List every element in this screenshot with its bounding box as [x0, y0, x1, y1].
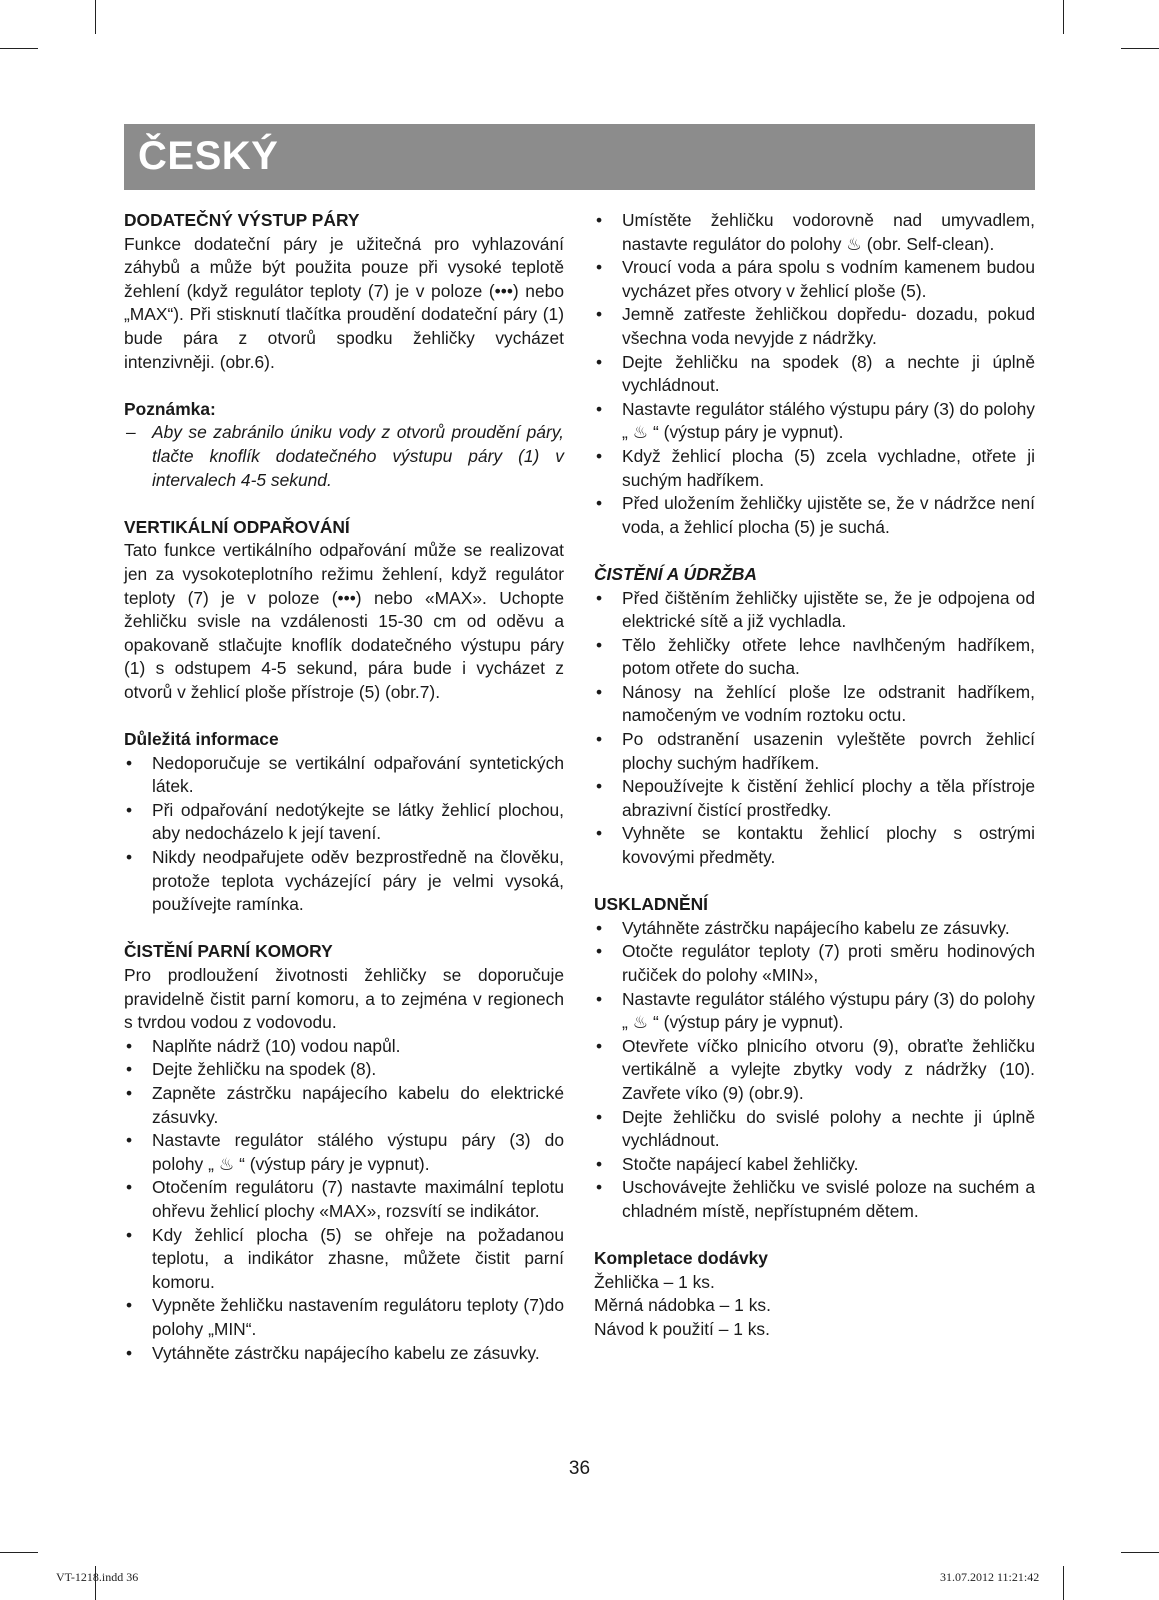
list-item: • Jemně zatřeste žehličkou dopředu- dozadu, pokud všechna voda nevyjde z nádržky. [594, 303, 1035, 350]
crop-mark [0, 1552, 38, 1553]
list-item: • Dejte žehličku na spodek (8) a nechte ji úplně vychládnout. [594, 351, 1035, 398]
list-item: • Tělo žehličky otřete lehce navlhčeným hadříkem, potom otřete do sucha. [594, 634, 1035, 681]
right-column [594, 209, 1035, 1342]
section-body-steam-chamber: Pro prodloužení životnosti žehličky se doporučuje pravidelně čistit parní komoru, a to zejména v regionech s tvrdou vodou z vodovodu. [124, 965, 564, 1033]
list-item: • Vytáhněte zástrčku napájecího kabelu ze zásuvky. [594, 917, 1035, 941]
section-body-extra-steam: Funkce dodateční páry je užitečná pro vyhlazování záhybů a může být použita pouze při vysoké teplotě žehlení (když regulátor teploty (7) je v poloze (•••) nebo „MAX“). Při stisknutí tlačítka proudění dodateční páry (1) bude pára z otvorů spodku žehličky vycházet intenzivněji. (obr.6). [124, 233, 564, 372]
list-item: • Vytáhněte zástrčku napájecího kabelu ze zásuvky. [124, 1342, 564, 1366]
section-title-package-contents: Kompletace dodávky [594, 1248, 768, 1269]
package-line: Návod k použití – 1 ks. [594, 1318, 770, 1339]
crop-mark [1121, 48, 1159, 49]
section-title-storage: USKLADNĚNÍ [594, 894, 709, 915]
list-item: • Uschovávejte žehličku ve svislé poloze na suchém a chladném místě, nepřístupném dětem. [594, 1176, 1035, 1223]
list-item: • Otevřete víčko plnicího otvoru (9), obraťte žehličku vertikálně a vylejte zbytky vody z nádržky (10). Zavřete víko (9) (obr.9). [594, 1035, 1035, 1106]
list-item: • Nastavte regulátor stálého výstupu páry (3) do polohy „ ♨ “ (výstup páry je vypnut). [124, 1129, 564, 1176]
note-title: Poznámka: [124, 398, 216, 419]
list-item: • Nikdy neodpařujete oděv bezprostředně na člověku, protože teplota vycházející páry je velmi vysoká, používejte ramínka. [124, 846, 564, 917]
section-body-vertical-steam: Tato funkce vertikálního odpařování může se realizovat jen za vysokoteplotního režimu žehlení, když regulátor teploty (7) je v poloze (•••) nebo «MAX». Uchopte žehličku svisle na vzdálenosti 15-30 cm od oděvu a opakovaně stlačujte knoflík dodatečného výstupu páry (1) s odstupem 4-5 sekund, pára bude i vycházet z otvorů v žehlicí ploše přístroje (5) (obr.7). [124, 540, 564, 702]
section-title-vertical-steam: VERTIKÁLNÍ ODPAŘOVÁNÍ [124, 516, 350, 537]
note-list [124, 421, 564, 492]
list-item: • Kdy žehlicí plocha (5) se ohřeje na požadanou teplotu, a indikátor zhasne, můžete čistit parní komoru. [124, 1224, 564, 1295]
section-title-cleaning: ČISTĚNÍ A ÚDRŽBA [594, 563, 757, 584]
list-item: • Naplňte nádrž (10) vodou napůl. [124, 1035, 564, 1059]
list-item: • Otočením regulátoru (7) nastavte maximální teplotu ohřevu žehlicí plochy «MAX», rozsvítí se indikátor. [124, 1176, 564, 1223]
steam-chamber-steps [124, 1035, 564, 1365]
page-title: ČESKÝ [138, 134, 279, 178]
section-title-important-info: Důležitá informace [124, 729, 279, 750]
list-item: • Otočte regulátor teploty (7) proti směru hodinových ručiček do polohy «MIN», [594, 940, 1035, 987]
list-item: • Dejte žehličku do svislé polohy a nechte ji úplně vychládnout. [594, 1106, 1035, 1153]
crop-mark [0, 48, 38, 49]
list-item: • Vroucí voda a pára spolu s vodním kamenem budou vycházet přes otvory v žehlicí ploše (5). [594, 256, 1035, 303]
list-item: • Při odpařování nedotýkejte se látky žehlicí plochou, aby nedocházelo k její tavení. [124, 799, 564, 846]
important-info-list [124, 752, 564, 917]
list-item: • Vypněte žehličku nastavením regulátoru teploty (7)do polohy „MIN“. [124, 1294, 564, 1341]
left-column [124, 209, 564, 1365]
list-item: • Před uložením žehličky ujistěte se, že v nádržce není voda, a žehlicí plocha (5) je suchá. [594, 492, 1035, 539]
storage-list [594, 917, 1035, 1224]
list-item: • Nastavte regulátor stálého výstupu páry (3) do polohy „ ♨ “ (výstup páry je vypnut). [594, 398, 1035, 445]
footer-file: VT-1218.indd 36 [56, 1570, 139, 1584]
list-item: • Před čištěním žehličky ujistěte se, že je odpojena od elektrické sítě a již vychladla. [594, 587, 1035, 634]
footer-datetime: 31.07.2012 11:21:42 [940, 1570, 1040, 1584]
package-line: Měrná nádobka – 1 ks. [594, 1295, 771, 1316]
package-line: Žehlička – 1 ks. [594, 1271, 715, 1292]
list-item: • Když žehlicí plocha (5) zcela vychladne, otřete ji suchým hadříkem. [594, 445, 1035, 492]
list-item: • Nepoužívejte k čistění žehlicí plochy a těla přístroje abrazivní čistící prostředky. [594, 775, 1035, 822]
crop-mark [1121, 1552, 1159, 1553]
crop-mark [1063, 0, 1064, 34]
cleaning-list [594, 587, 1035, 870]
section-title-steam-chamber: ČISTĚNÍ PARNÍ KOMORY [124, 941, 333, 962]
list-item: • Dejte žehličku na spodek (8). [124, 1058, 564, 1082]
list-item: • Po odstranění usazenin vyleštěte povrch žehlicí plochy suchým hadříkem. [594, 728, 1035, 775]
list-item: • Umístěte žehličku vodorovně nad umyvadlem, nastavte regulátor do polohy ♨ (obr. Self-clean). [594, 209, 1035, 256]
page-number: 36 [568, 1458, 591, 1479]
note-item: – Aby se zabránilo úniku vody z otvorů proudění páry, tlačte knoflík dodatečného výstupu páry (1) v intervalech 4-5 sekund. [124, 421, 564, 492]
list-item: • Vyhněte se kontaktu žehlicí plochy s ostrými kovovými předměty. [594, 822, 1035, 869]
self-clean-steps [594, 209, 1035, 539]
list-item: • Zapněte zástrčku napájecího kabelu do elektrické zásuvky. [124, 1082, 564, 1129]
list-item: • Nedoporučuje se vertikální odpařování syntetických látek. [124, 752, 564, 799]
crop-mark [95, 0, 96, 34]
section-title-extra-steam: DODATEČNÝ VÝSTUP PÁRY [124, 210, 360, 230]
list-item: • Stočte napájecí kabel žehličky. [594, 1153, 1035, 1177]
language-header [124, 124, 1035, 190]
crop-mark [1063, 1566, 1064, 1600]
list-item: • Nastavte regulátor stálého výstupu páry (3) do polohy „ ♨ “ (výstup páry je vypnut). [594, 988, 1035, 1035]
list-item: • Nánosy na žehlící ploše lze odstranit hadříkem, namočeným ve vodním roztoku octu. [594, 681, 1035, 728]
